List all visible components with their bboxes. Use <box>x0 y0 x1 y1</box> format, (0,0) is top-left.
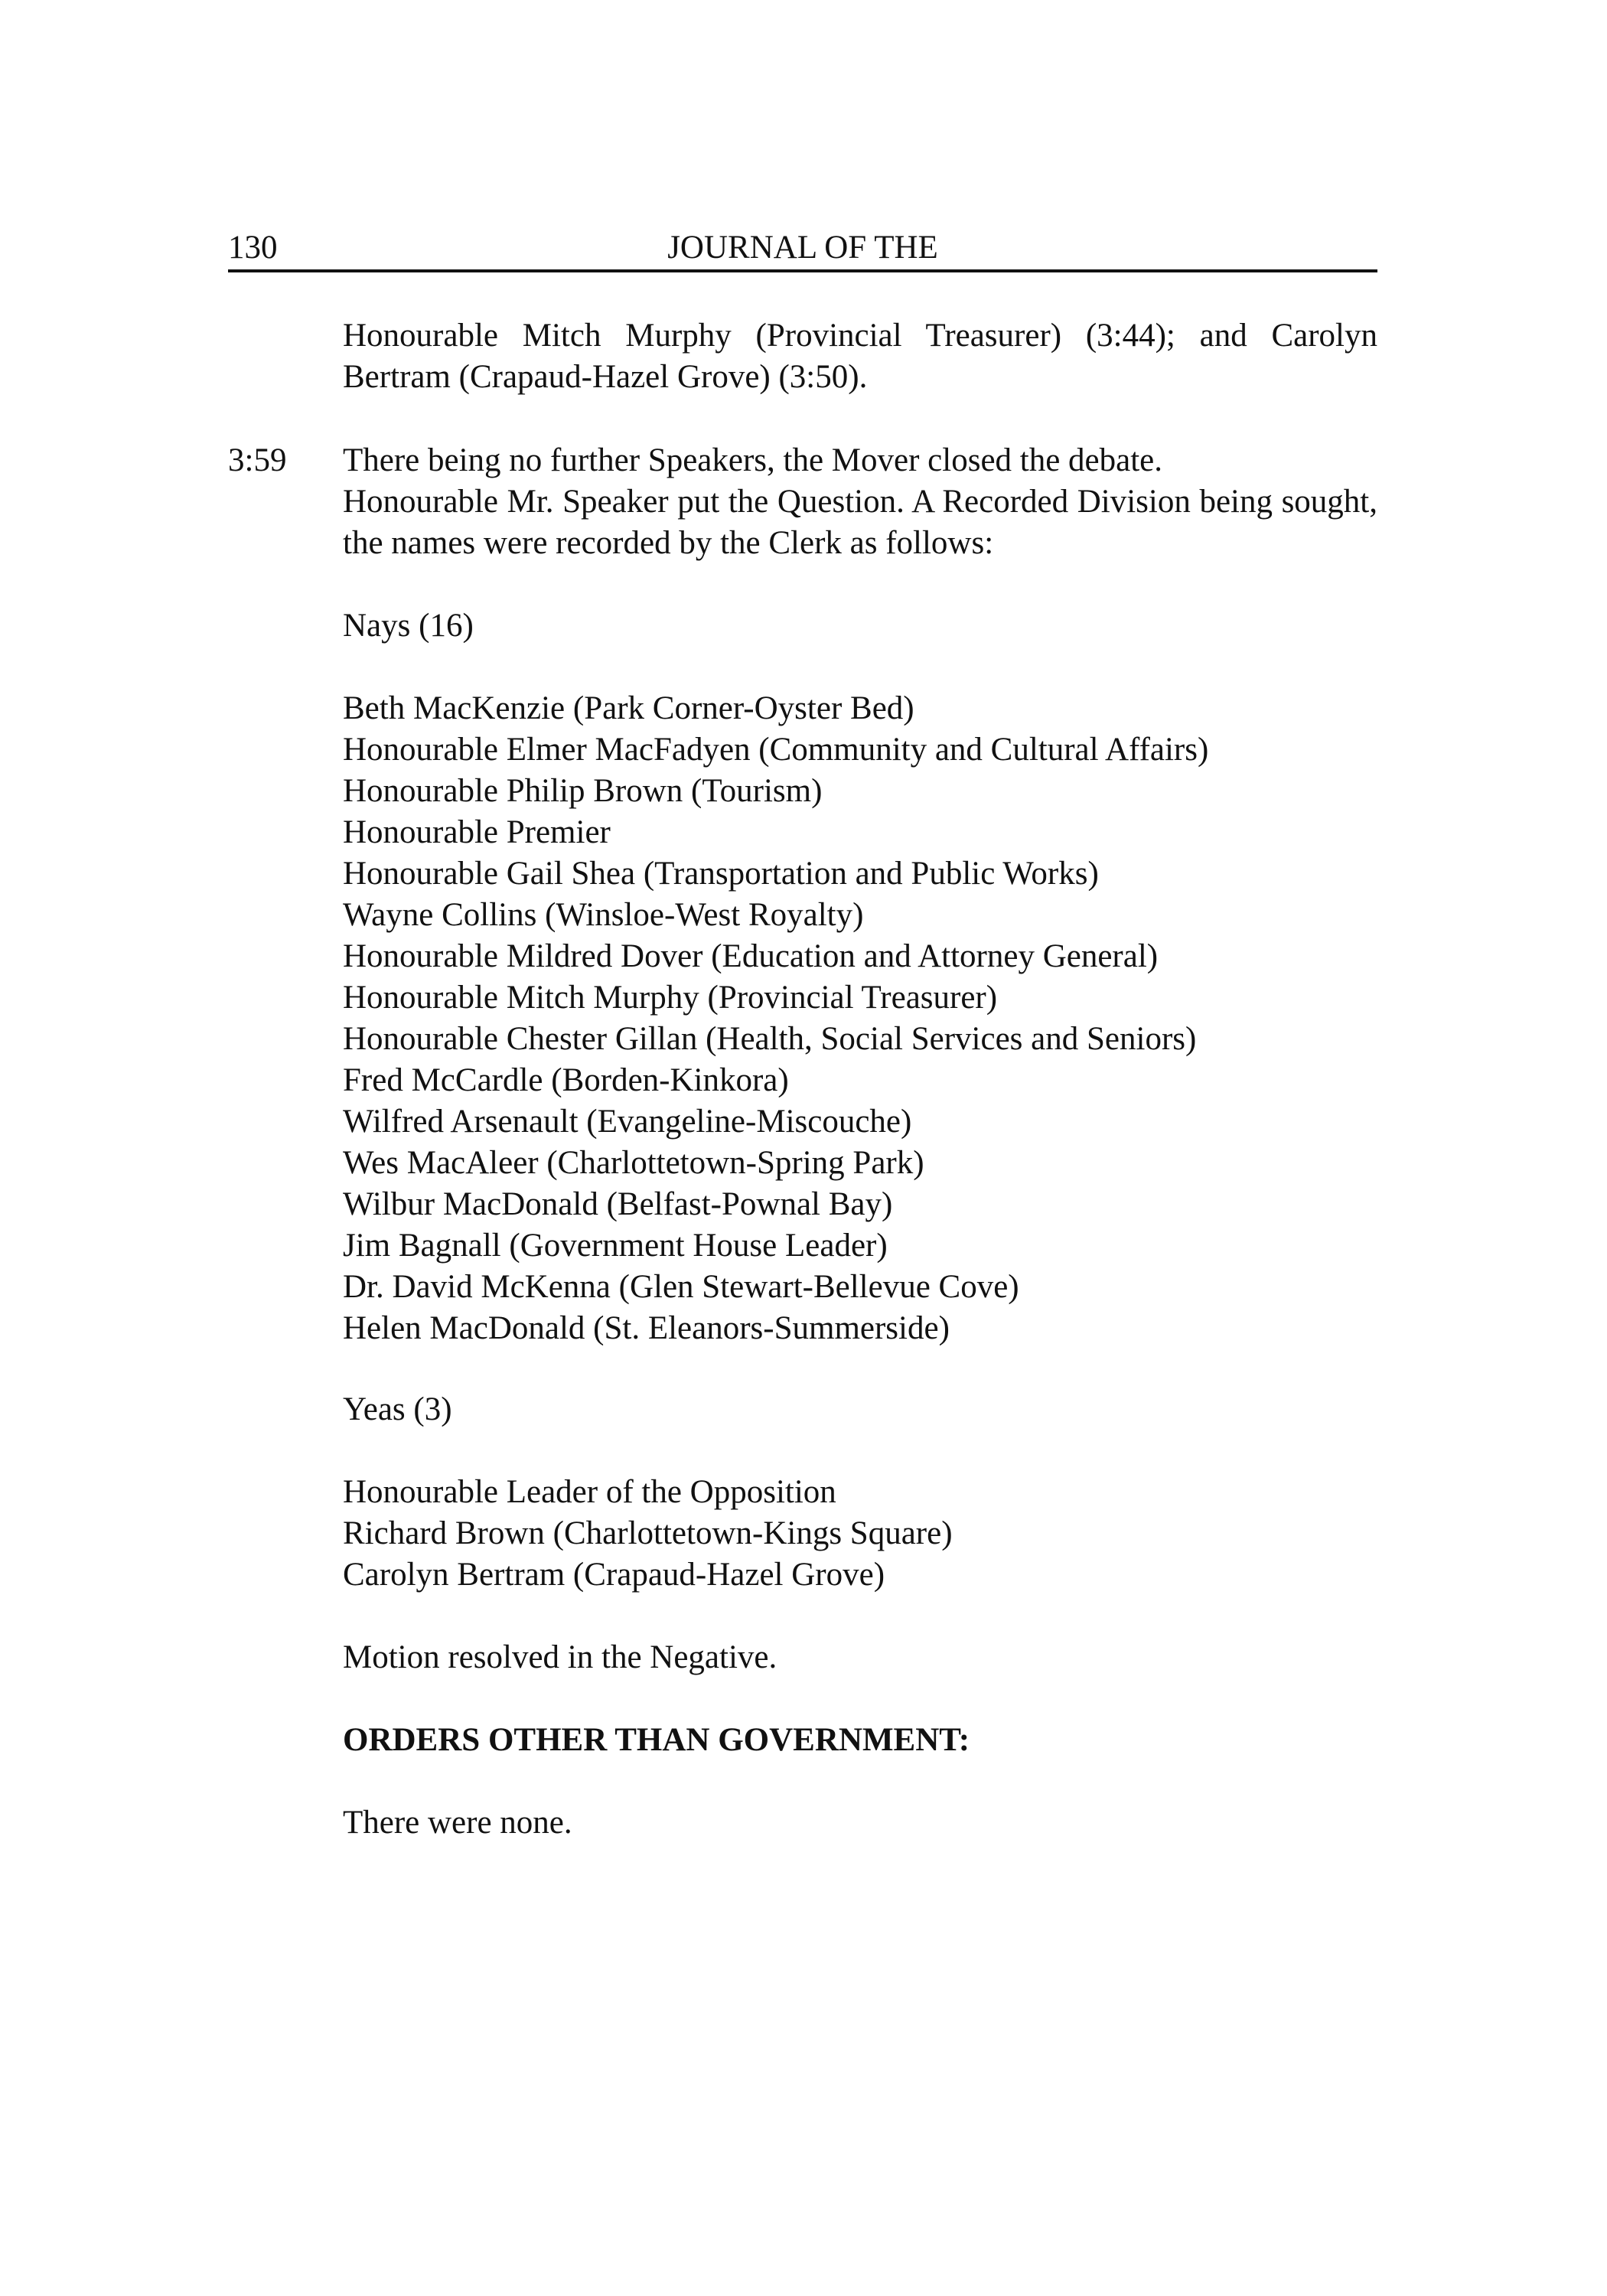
member-list-item: Wayne Collins (Winsloe-West Royalty) <box>343 897 864 933</box>
running-head: JOURNAL OF THE <box>667 230 938 266</box>
entry-line-1: There being no further Speakers, the Mover closed the debate. <box>343 442 1163 478</box>
member-list-item: Wilfred Arsenault (Evangeline-Miscouche) <box>343 1104 912 1140</box>
member-list-item: Beth MacKenzie (Park Corner-Oyster Bed) <box>343 690 914 726</box>
member-list-item: Helen MacDonald (St. Eleanors-Summerside) <box>343 1310 950 1346</box>
entry-timestamp: 3:59 <box>228 442 287 478</box>
section-text: There were none. <box>343 1805 572 1841</box>
member-list-item: Honourable Leader of the Opposition <box>343 1474 836 1510</box>
member-list-item: Honourable Chester Gillan (Health, Social Services and Seniors) <box>343 1021 1197 1057</box>
motion-result: Motion resolved in the Negative. <box>343 1639 777 1675</box>
member-list-item: Honourable Mitch Murphy (Provincial Treasurer) <box>343 980 998 1016</box>
member-list-item: Honourable Premier <box>343 814 611 850</box>
section-heading: ORDERS OTHER THAN GOVERNMENT: <box>343 1722 970 1758</box>
member-list-item: Dr. David McKenna (Glen Stewart-Bellevue Cove) <box>343 1269 1019 1305</box>
member-list-item: Honourable Mildred Dover (Education and Attorney General) <box>343 938 1159 974</box>
member-list-item: Honourable Philip Brown (Tourism) <box>343 773 823 809</box>
nays-list <box>343 688 1377 1349</box>
member-list-item: Honourable Elmer MacFadyen (Community and Cultural Affairs) <box>343 732 1209 768</box>
yeas-label: Yeas (3) <box>343 1391 452 1427</box>
member-list-item: Jim Bagnall (Government House Leader) <box>343 1228 888 1264</box>
member-list-item: Fred McCardle (Borden-Kinkora) <box>343 1062 789 1098</box>
member-list-item: Carolyn Bertram (Crapaud-Hazel Grove) <box>343 1557 885 1593</box>
member-list-item: Wilbur MacDonald (Belfast-Pownal Bay) <box>343 1186 893 1222</box>
member-list-item: Wes MacAleer (Charlottetown-Spring Park) <box>343 1145 924 1181</box>
member-list-item: Honourable Gail Shea (Transportation and Public Works) <box>343 856 1099 892</box>
intro-paragraph: Honourable Mitch Murphy (Provincial Treasurer) (3:44); and Carolyn Bertram (Crapaud-Hazel Grove) (3:50). <box>343 318 1377 395</box>
member-list-item: Richard Brown (Charlottetown-Kings Square) <box>343 1515 953 1551</box>
page-header <box>228 227 1377 272</box>
nays-label: Nays (16) <box>343 608 474 644</box>
page-number: 130 <box>228 230 278 266</box>
yeas-list <box>343 1472 1377 1596</box>
entry-paragraph: Honourable Mr. Speaker put the Question. A Recorded Division being sought, the names were recorded by the Clerk as follows: <box>343 484 1377 561</box>
